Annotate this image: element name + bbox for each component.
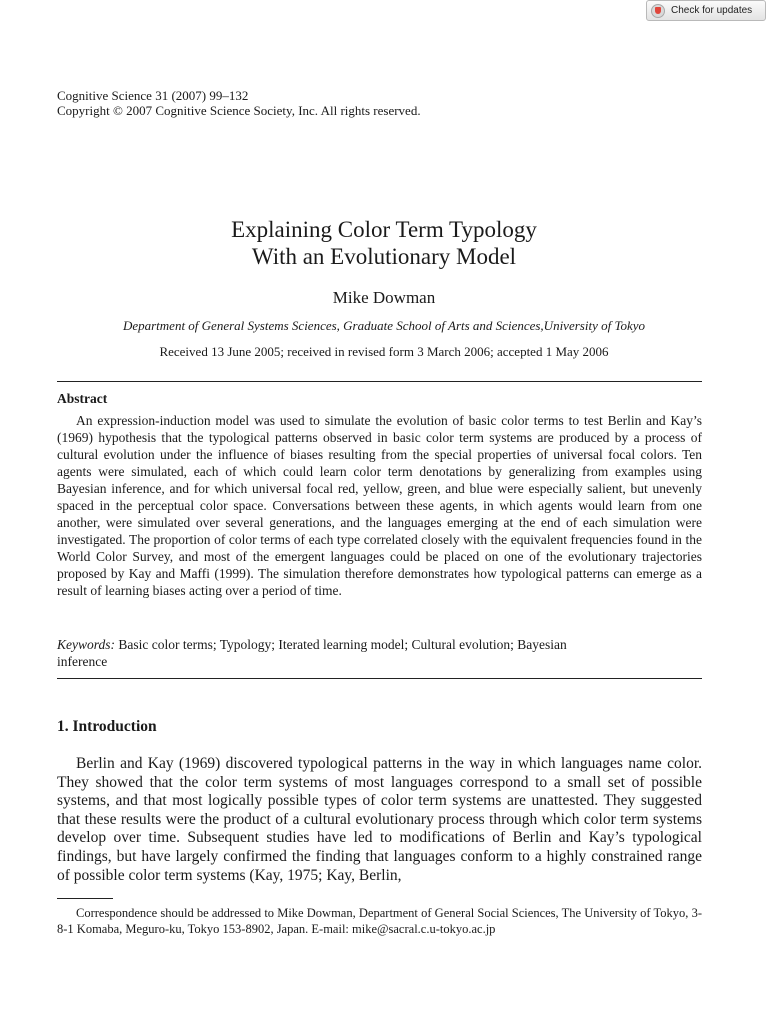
footnote-rule <box>57 898 113 899</box>
abstract-bottom-rule <box>57 678 702 679</box>
journal-citation: Cognitive Science 31 (2007) 99–132 <box>57 88 249 103</box>
title-line-2: With an Evolutionary Model <box>251 244 517 269</box>
title-line-1: Explaining Color Term Typology <box>231 217 537 242</box>
check-for-updates-label: Check for updates <box>671 5 753 16</box>
journal-copyright: Copyright © 2007 Cognitive Science Society, Inc. All rights reserved. <box>57 103 421 118</box>
introduction-text: Berlin and Kay (1969) discovered typological patterns in the way in which languages name color. They showed that the color term systems of most languages correspond to a small set of possible systems, and that most logically possible types of color term systems are unattested. They suggested that these results were the product of a cultural evolutionary process through which color term systems develop over time. Subsequent studies have led to modifications of Berlin and Kay’s typological findings, but have largely confirmed the finding that languages conform to a highly constrained range of possible color term systems (Kay, 1975; Kay, Berlin, <box>57 755 702 884</box>
keywords <box>57 636 617 670</box>
abstract-text: An expression-induction model was used to simulate the evolution of basic color terms to test Berlin and Kay’s (1969) hypothesis that the typological patterns observed in basic color term systems are produced by a process of cultural evolution under the influence of biases resulting from the special properties of universal focal colors. Ten agents were simulated, each of which could learn color term denotations by generalizing from examples using Bayesian inference, and for which universal focal red, yellow, green, and blue were especially salient, but unevenly spaced in the perceptual color space. Conversations between these agents, in which agents would learn from one another, were simulated over several generations, and the languages emerging at the end of each simulation were investigated. The proportion of color terms of each type correlated closely with the equivalent frequencies found in the World Color Survey, and most of the emergent languages could be placed on one of the evolutionary trajectories proposed by Kay and Maffi (1999). The simulation therefore demonstrates how typological patterns can emerge as a result of learning biases acting over a period of time. <box>57 413 702 598</box>
keywords-text: Basic color terms; Typology; Iterated learning model; Cultural evolution; Bayesian inference <box>57 637 567 669</box>
author-affiliation: Department of General Systems Sciences, Graduate School of Arts and Sciences,University of Tokyo <box>122 318 646 333</box>
keywords-label: Keywords: <box>57 637 115 652</box>
author-name: Mike Dowman <box>332 288 436 307</box>
abstract-heading: Abstract <box>57 391 108 406</box>
received-dates: Received 13 June 2005; received in revised form 3 March 2006; accepted 1 May 2006 <box>159 344 609 359</box>
crossmark-icon <box>651 4 665 18</box>
section-heading-introduction: 1. Introduction <box>57 718 157 735</box>
correspondence-footnote: Correspondence should be addressed to Mike Dowman, Department of General Social Sciences, The University of Tokyo, 3-8-1 Komaba, Meguro-ku, Tokyo 153-8902, Japan. E-mail: mike@sacral.c.u-tokyo.ac.jp <box>57 906 702 936</box>
paper-title <box>0 216 768 270</box>
abstract-top-rule <box>57 381 702 382</box>
check-for-updates-button[interactable] <box>646 0 766 21</box>
journal-info <box>57 88 421 118</box>
